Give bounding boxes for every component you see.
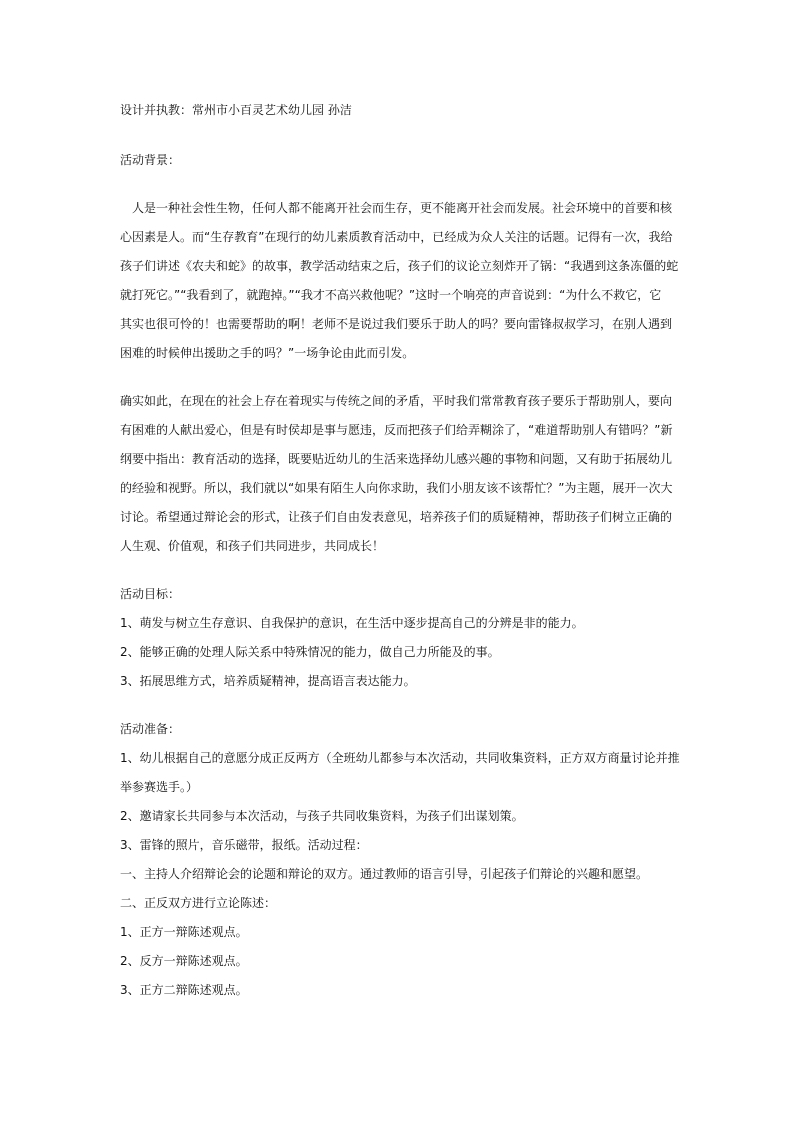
preparation-item: 举参赛选手。） bbox=[120, 780, 199, 794]
process-item: 1、正方一辩陈述观点。 bbox=[120, 925, 248, 939]
background-heading: 活动背景： bbox=[120, 153, 181, 167]
paragraph-line: 心因素是人。而“生存教育”在现行的幼儿素质教育活动中，已经成为众人关注的话题。记得有一次，我给 bbox=[120, 230, 673, 244]
process-item: 一、主持人介绍辩论会的论题和辩论的双方。通过教师的语言引导，引起孩子们辩论的兴趣和愿望。 bbox=[120, 867, 649, 881]
paragraph-line: 困难的时候伸出援助之手的吗？”一场争论由此而引发。 bbox=[120, 346, 415, 360]
paragraph-line: 纲要中指出：教育活动的选择，既要贴近幼儿的生活来选择幼儿感兴趣的事物和问题，又有助于拓展幼儿 bbox=[120, 452, 673, 466]
paragraph-line: 就打死它。”“我看到了，就跑掉。”“我才不高兴救他呢？”这时一个响亮的声音说到：“为什么不救它，它 bbox=[120, 288, 662, 302]
author-line: 设计并执教：常州市小百灵艺术幼儿园 孙洁 bbox=[120, 103, 352, 117]
background-paragraph-1 bbox=[120, 194, 680, 368]
document-page bbox=[120, 96, 680, 1005]
background-paragraph-2 bbox=[120, 387, 680, 561]
goals-heading: 活动目标： bbox=[120, 587, 181, 601]
paragraph-line: 确实如此，在现在的社会上存在着现实与传统之间的矛盾，平时我们常常教育孩子要乐于帮助别人，要向 bbox=[120, 394, 673, 408]
paragraph-line: 其实也很可怜的！也需要帮助的啊！老师不是说过我们要乐于助人的吗？要向雷锋叔叔学习，在别人遇到 bbox=[120, 317, 673, 331]
preparation-heading: 活动准备： bbox=[120, 722, 181, 736]
goal-item: 3、拓展思维方式，培养质疑精神，提高语言表达能力。 bbox=[120, 674, 416, 688]
goal-item: 2、能够正确的处理人际关系中特殊情况的能力，做自己力所能及的事。 bbox=[120, 645, 500, 659]
paragraph-line: 人生观、价值观，和孩子们共同进步，共同成长！ bbox=[120, 539, 385, 553]
preparation-item: 2、邀请家长共同参与本次活动，与孩子共同收集资料，为孩子们出谋划策。 bbox=[120, 809, 524, 823]
paragraph-line: 讨论。希望通过辩论会的形式，让孩子们自由发表意见，培养孩子们的质疑精神，帮助孩子们树立正确的 bbox=[120, 510, 673, 524]
paragraph-line: 孩子们讲述《农夫和蛇》的故事，教学活动结束之后，孩子们的议论立刻炸开了锅：“我遇到这条冻僵的蛇 bbox=[120, 259, 679, 273]
process-item: 3、正方二辩陈述观点。 bbox=[120, 983, 248, 997]
process-item: 2、反方一辩陈述观点。 bbox=[120, 954, 248, 968]
paragraph-line: 人是一种社会性生物，任何人都不能离开社会而生存，更不能离开社会而发展。社会环境中的首要和核 bbox=[132, 201, 673, 215]
process-item: 二、正反双方进行立论陈述： bbox=[120, 896, 277, 910]
paragraph-line: 有困难的人献出爱心，但是有时侯却是事与愿违，反而把孩子们给弄糊涂了，“难道帮助别人有错吗？”新 bbox=[120, 423, 673, 437]
paragraph-line: 的经验和视野。所以，我们就以“如果有陌生人向你求助，我们小朋友该不该帮忙？”为主题，展开一次大 bbox=[120, 481, 673, 495]
goal-item: 1、萌发与树立生存意识、自我保护的意识，在生活中逐步提高自己的分辨是非的能力。 bbox=[120, 616, 584, 630]
preparation-item: 3、雷锋的照片，音乐磁带，报纸。活动过程： bbox=[120, 838, 368, 852]
preparation-item: 1、幼儿根据自己的意愿分成正反两方（全班幼儿都参与本次活动，共同收集资料，正方双方商量讨论并推 bbox=[120, 751, 680, 765]
